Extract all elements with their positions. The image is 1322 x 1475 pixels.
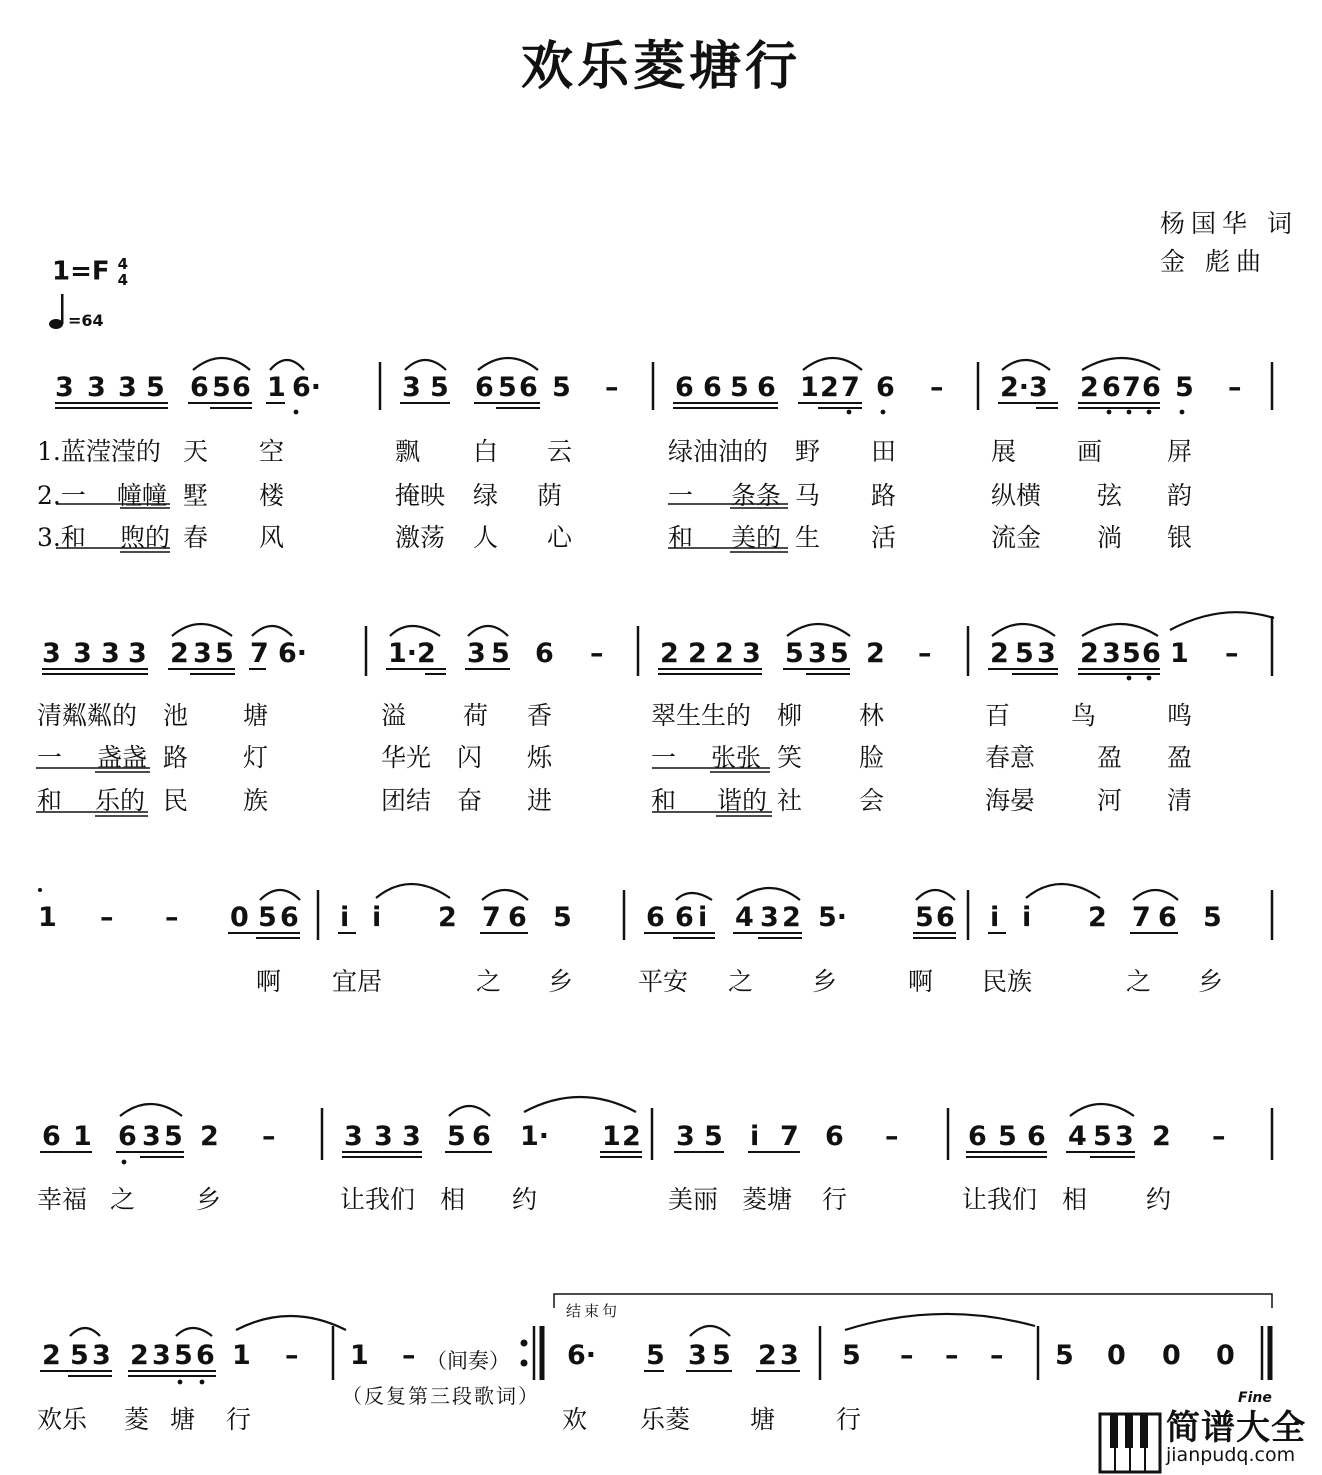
lyric: 啊 — [908, 967, 934, 996]
lyric: 让我们 — [340, 1185, 416, 1214]
lyric: 约 — [1146, 1185, 1172, 1214]
svg-text:5: 5 — [915, 902, 934, 933]
svg-text:3: 3 — [101, 638, 120, 669]
lyric: 笑 — [777, 743, 803, 772]
tempo-value: =64 — [68, 311, 104, 330]
lyric: 宜居 — [332, 967, 383, 996]
svg-text:6: 6 — [118, 1121, 137, 1152]
notation-row-2 — [42, 638, 1239, 669]
lyric: 河 — [1097, 786, 1123, 815]
lyric: 之 — [728, 967, 754, 996]
lyric: 云 — [547, 437, 573, 466]
svg-text:1: 1 — [38, 902, 57, 933]
svg-text:–: – — [900, 1340, 914, 1371]
svg-text:1: 1 — [602, 1121, 621, 1152]
svg-text:6: 6 — [936, 902, 955, 933]
lyric: 欢乐 — [37, 1405, 88, 1434]
svg-text:–: – — [930, 372, 944, 403]
lyric: 进 — [527, 786, 553, 815]
octave-dots — [38, 410, 1184, 1385]
lyric: 族 — [243, 786, 269, 815]
lyric: 煦的 — [120, 523, 171, 552]
lyric: 平安 — [638, 967, 689, 996]
lyric: 林 — [859, 701, 885, 730]
svg-text:5: 5 — [785, 638, 804, 669]
svg-text:5: 5 — [1055, 1340, 1074, 1371]
lyric: 行 — [226, 1405, 252, 1434]
lyric: 白 — [473, 437, 499, 466]
svg-text:5: 5 — [712, 1340, 731, 1371]
svg-text:3: 3 — [73, 638, 92, 669]
svg-text:2: 2 — [660, 638, 679, 669]
logo-text: 简谱大全 — [1166, 1408, 1306, 1448]
lyric: 春 — [183, 523, 209, 552]
lyric: 烁 — [527, 743, 553, 772]
svg-text:1: 1 — [232, 1340, 251, 1371]
svg-text:6: 6 — [190, 372, 209, 403]
lyric: 之 — [1126, 967, 1152, 996]
lyric: 之 — [476, 967, 502, 996]
lyric: 银 — [1167, 523, 1193, 552]
lyric: 之 — [110, 1185, 136, 1214]
svg-text:2: 2 — [1080, 638, 1099, 669]
lyric: 约 — [512, 1185, 538, 1214]
svg-text:0: 0 — [230, 902, 249, 933]
svg-text:6: 6 — [703, 372, 722, 403]
svg-text:–: – — [262, 1121, 276, 1152]
svg-text:3: 3 — [676, 1121, 695, 1152]
svg-text:3: 3 — [152, 1340, 171, 1371]
svg-text:6: 6 — [42, 1121, 61, 1152]
svg-text:3: 3 — [87, 372, 106, 403]
svg-text:5: 5 — [1175, 372, 1194, 403]
lyric: 掩映 — [395, 481, 446, 510]
svg-text:5: 5 — [646, 1340, 665, 1371]
svg-text:5: 5 — [998, 1121, 1017, 1152]
notation-row-1 — [55, 372, 1242, 403]
svg-text:–: – — [402, 1340, 416, 1371]
lyric: 行 — [822, 1185, 848, 1214]
lyric: 心 — [547, 523, 573, 552]
svg-text:5: 5 — [491, 638, 510, 669]
svg-text:4: 4 — [1068, 1121, 1087, 1152]
svg-text:1: 1 — [350, 1340, 369, 1371]
lyric: 脸 — [859, 743, 885, 772]
lyric: 淌 — [1097, 523, 1123, 552]
svg-text:2: 2 — [622, 1121, 641, 1152]
svg-text:6: 6 — [196, 1340, 215, 1371]
lyric: 行 — [836, 1405, 862, 1434]
svg-text:6: 6 — [519, 372, 538, 403]
lyric: 谐的 — [717, 786, 768, 815]
svg-text:1: 1 — [267, 372, 286, 403]
svg-text:2: 2 — [438, 902, 457, 933]
svg-text:2: 2 — [1088, 902, 1107, 933]
lyric: 乡 — [196, 1185, 222, 1214]
key-label: 1=F — [52, 256, 110, 287]
svg-text:3: 3 — [142, 1121, 161, 1152]
svg-text:–: – — [945, 1340, 959, 1371]
lyric: 海晏 — [985, 786, 1036, 815]
lyric: 清 — [1167, 786, 1193, 815]
svg-text:–: – — [1212, 1121, 1226, 1152]
svg-text:2: 2 — [820, 372, 839, 403]
svg-text:7: 7 — [780, 1121, 799, 1152]
svg-text:3: 3 — [1102, 638, 1121, 669]
svg-text:–: – — [918, 638, 932, 669]
svg-text:6: 6 — [508, 902, 527, 933]
lyric: 幸福 — [37, 1185, 88, 1214]
lyric: 乡 — [1198, 967, 1224, 996]
lyric: 路 — [871, 481, 897, 510]
svg-text:6: 6 — [646, 902, 665, 933]
notation-row-5 — [42, 1340, 1235, 1371]
lyric: 路 — [163, 743, 189, 772]
lyric: 相 — [1062, 1185, 1088, 1214]
lyric: 活 — [871, 523, 897, 552]
svg-text:–: – — [165, 902, 179, 933]
lyric: 纵横 — [991, 481, 1042, 510]
svg-text:0: 0 — [1107, 1340, 1126, 1371]
lyric: 啊 — [256, 967, 282, 996]
lyric: 社 — [777, 786, 803, 815]
lyric: 和 — [37, 786, 63, 815]
svg-text:5: 5 — [430, 372, 449, 403]
lyric: 百 — [985, 701, 1011, 730]
svg-text:5: 5 — [553, 902, 572, 933]
lyric: 清粼粼的 — [37, 701, 138, 730]
lyric: 团结 — [381, 786, 432, 815]
svg-text:–: – — [1225, 638, 1239, 669]
composer-credit: 金 彪曲 — [1160, 247, 1267, 276]
lyric: 生 — [795, 523, 821, 552]
svg-text:5: 5 — [70, 1340, 89, 1371]
lyric: 美的 — [731, 523, 782, 552]
lyric: 画 — [1077, 437, 1103, 466]
lyric: 张张 — [711, 743, 762, 772]
svg-text:i: i — [372, 902, 382, 933]
notation-row-3 — [38, 902, 1222, 933]
lyric: 1.蓝滢滢的 — [37, 437, 161, 466]
svg-text:–: – — [590, 638, 604, 669]
svg-text:0: 0 — [1162, 1340, 1181, 1371]
svg-text:6: 6 — [232, 372, 251, 403]
svg-text:4: 4 — [735, 902, 754, 933]
svg-text:1: 1 — [73, 1121, 92, 1152]
svg-text:2: 2 — [200, 1121, 219, 1152]
lyric: 流金 — [991, 523, 1042, 552]
svg-text:5: 5 — [498, 372, 517, 403]
svg-text:i: i — [750, 1121, 760, 1152]
svg-text:6: 6 — [1102, 372, 1121, 403]
svg-text:i: i — [698, 902, 708, 933]
svg-text:6: 6 — [1142, 638, 1161, 669]
svg-text:2: 2 — [688, 638, 707, 669]
lyric: 弦 — [1097, 481, 1123, 510]
svg-text:3: 3 — [374, 1121, 393, 1152]
svg-text:2·3: 2·3 — [1000, 372, 1048, 403]
lyric: 一 — [668, 481, 694, 510]
lyric: 一 — [651, 743, 677, 772]
svg-text:6·: 6· — [292, 372, 322, 403]
lyric: 盈 — [1167, 743, 1193, 772]
barlines — [318, 362, 1272, 1380]
svg-text:3: 3 — [1037, 638, 1056, 669]
lyric: 幢幢 — [117, 481, 168, 510]
svg-text:3: 3 — [118, 372, 137, 403]
svg-text:6: 6 — [757, 372, 776, 403]
lyric: 绿油油的 — [668, 437, 769, 466]
svg-text:2: 2 — [715, 638, 734, 669]
lyric: 人 — [473, 523, 499, 552]
svg-text:i: i — [1022, 902, 1032, 933]
svg-text:7: 7 — [1122, 372, 1141, 403]
lyric: 一 — [37, 743, 63, 772]
svg-text:5: 5 — [552, 372, 571, 403]
lyric: 民 — [163, 786, 189, 815]
repeat-dots — [521, 1340, 528, 1367]
svg-text:3: 3 — [42, 638, 61, 669]
svg-text:5: 5 — [842, 1340, 861, 1371]
svg-text:7: 7 — [482, 902, 501, 933]
svg-text:5: 5 — [447, 1121, 466, 1152]
svg-text:–: – — [885, 1121, 899, 1152]
lyric: 天 — [183, 437, 209, 466]
lyric: 3.和 — [37, 523, 86, 552]
svg-text:2: 2 — [866, 638, 885, 669]
interlude-label: （间奏） — [426, 1349, 510, 1373]
svg-text:5: 5 — [1015, 638, 1034, 669]
svg-text:–: – — [990, 1340, 1004, 1371]
svg-text:3: 3 — [760, 902, 779, 933]
lyric: 乡 — [548, 967, 574, 996]
svg-text:6·: 6· — [278, 638, 308, 669]
svg-text:5: 5 — [1093, 1121, 1112, 1152]
svg-text:5: 5 — [146, 372, 165, 403]
lyricist-credit: 杨国华 词 — [1160, 209, 1298, 238]
svg-text:–: – — [100, 902, 114, 933]
svg-text:6: 6 — [1158, 902, 1177, 933]
svg-text:3: 3 — [467, 638, 486, 669]
lyric: 风 — [259, 523, 285, 552]
lyric: 翠生生的 — [651, 701, 752, 730]
lyric: 和 — [668, 523, 694, 552]
svg-text:3: 3 — [55, 372, 74, 403]
svg-text:3: 3 — [128, 638, 147, 669]
svg-text:3: 3 — [780, 1340, 799, 1371]
svg-text:7: 7 — [250, 638, 269, 669]
svg-text:6: 6 — [535, 638, 554, 669]
svg-text:3: 3 — [402, 1121, 421, 1152]
svg-text:5: 5 — [730, 372, 749, 403]
svg-text:5: 5 — [258, 902, 277, 933]
svg-text:3: 3 — [193, 638, 212, 669]
svg-text:2: 2 — [1152, 1121, 1171, 1152]
svg-text:5: 5 — [830, 638, 849, 669]
notation-row-4 — [42, 1121, 1226, 1152]
lyric: 飘 — [395, 437, 421, 466]
lyric: 马 — [795, 481, 821, 510]
svg-text:2: 2 — [170, 638, 189, 669]
lyric: 盏盏 — [97, 743, 148, 772]
svg-text:6: 6 — [876, 372, 895, 403]
ending-bracket — [554, 1294, 1272, 1308]
svg-text:i: i — [340, 902, 350, 933]
lyric: 塘 — [750, 1405, 776, 1434]
svg-text:1·2: 1·2 — [388, 638, 436, 669]
lyric: 荫 — [537, 481, 563, 510]
svg-text:6·: 6· — [567, 1340, 597, 1371]
svg-text:7: 7 — [841, 372, 860, 403]
svg-text:3: 3 — [742, 638, 761, 669]
svg-text:5·: 5· — [818, 902, 848, 933]
svg-text:5: 5 — [215, 638, 234, 669]
svg-text:3: 3 — [92, 1340, 111, 1371]
lyric: 绿 — [473, 481, 499, 510]
svg-text:2: 2 — [42, 1340, 61, 1371]
lyric: 野 — [795, 437, 821, 466]
svg-text:1·: 1· — [520, 1121, 550, 1152]
svg-text:2: 2 — [130, 1340, 149, 1371]
svg-text:i: i — [990, 902, 1000, 933]
svg-text:2: 2 — [758, 1340, 777, 1371]
lyric: 美丽 — [668, 1185, 719, 1214]
svg-text:5: 5 — [174, 1340, 193, 1371]
lyric: 乡 — [812, 967, 838, 996]
lyric: 相 — [440, 1185, 466, 1214]
svg-text:3: 3 — [688, 1340, 707, 1371]
lyric: 菱塘 — [742, 1185, 793, 1214]
svg-text:5: 5 — [704, 1121, 723, 1152]
svg-text:–: – — [605, 372, 619, 403]
lyric: 池 — [163, 701, 189, 730]
svg-text:6: 6 — [825, 1121, 844, 1152]
lyric: 塘 — [243, 701, 269, 730]
svg-text:2: 2 — [990, 638, 1009, 669]
svg-text:6: 6 — [675, 902, 694, 933]
time-sig-top: 4 — [117, 255, 129, 273]
lyric: 溢 — [381, 701, 407, 730]
lyric: 田 — [871, 437, 897, 466]
svg-text:3: 3 — [344, 1121, 363, 1152]
logo-url: jianpudq.com — [1166, 1444, 1296, 1466]
fine-mark: Fine — [1238, 1390, 1272, 1406]
page-title: 欢乐菱塘行 — [520, 36, 801, 97]
lyric: 楼 — [259, 481, 285, 510]
lyric: 灯 — [243, 743, 269, 772]
svg-text:6: 6 — [280, 902, 299, 933]
svg-text:6: 6 — [472, 1121, 491, 1152]
lyric: 民族 — [982, 967, 1033, 996]
lyric: 让我们 — [962, 1185, 1038, 1214]
lyric: 奋 — [457, 786, 483, 815]
lyric: 2.一 — [37, 481, 86, 510]
svg-text:5: 5 — [1122, 638, 1141, 669]
lyric: 条条 — [731, 481, 782, 510]
lyric: 乐的 — [95, 786, 146, 815]
svg-text:5: 5 — [164, 1121, 183, 1152]
svg-text:2: 2 — [1080, 372, 1099, 403]
time-sig-bottom: 4 — [117, 271, 129, 289]
svg-text:7: 7 — [1132, 902, 1151, 933]
svg-text:6: 6 — [475, 372, 494, 403]
lyric: 荷 — [463, 701, 489, 730]
svg-text:6: 6 — [675, 372, 694, 403]
svg-text:6: 6 — [1027, 1121, 1046, 1152]
svg-text:5: 5 — [1203, 902, 1222, 933]
svg-text:–: – — [285, 1340, 299, 1371]
lyric: 会 — [859, 786, 885, 815]
lyric: 香 — [527, 701, 553, 730]
svg-text:6: 6 — [1142, 372, 1161, 403]
lyric: 春意 — [985, 743, 1036, 772]
svg-text:–: – — [1228, 372, 1242, 403]
svg-text:3: 3 — [402, 372, 421, 403]
svg-text:2: 2 — [782, 902, 801, 933]
lyric: 华光 — [381, 743, 432, 772]
svg-text:6: 6 — [968, 1121, 987, 1152]
ending-label: 结束句 — [566, 1302, 621, 1320]
lyric: 盈 — [1097, 743, 1123, 772]
lyric: 菱 — [124, 1405, 150, 1434]
lyric: 鸟 — [1071, 701, 1097, 730]
lyric: 韵 — [1167, 481, 1193, 510]
svg-text:5: 5 — [212, 372, 231, 403]
svg-text:1: 1 — [800, 372, 819, 403]
lyric: 空 — [259, 437, 285, 466]
svg-text:3: 3 — [808, 638, 827, 669]
repeat-note: （反复第三段歌词） — [342, 1384, 540, 1408]
lyric: 塘 — [170, 1405, 196, 1434]
lyric: 欢 — [562, 1405, 588, 1434]
lyric: 乐菱 — [640, 1405, 691, 1434]
svg-text:0: 0 — [1216, 1340, 1235, 1371]
lyric: 柳 — [777, 701, 803, 730]
svg-text:3: 3 — [1115, 1121, 1134, 1152]
lyric: 激荡 — [395, 523, 446, 552]
svg-text:1: 1 — [1170, 638, 1189, 669]
lyric: 闪 — [457, 743, 483, 772]
lyric: 展 — [991, 437, 1017, 466]
lyric: 屏 — [1167, 437, 1193, 466]
lyric: 鸣 — [1167, 701, 1193, 730]
lyric: 和 — [651, 786, 677, 815]
lyric: 墅 — [183, 481, 209, 510]
